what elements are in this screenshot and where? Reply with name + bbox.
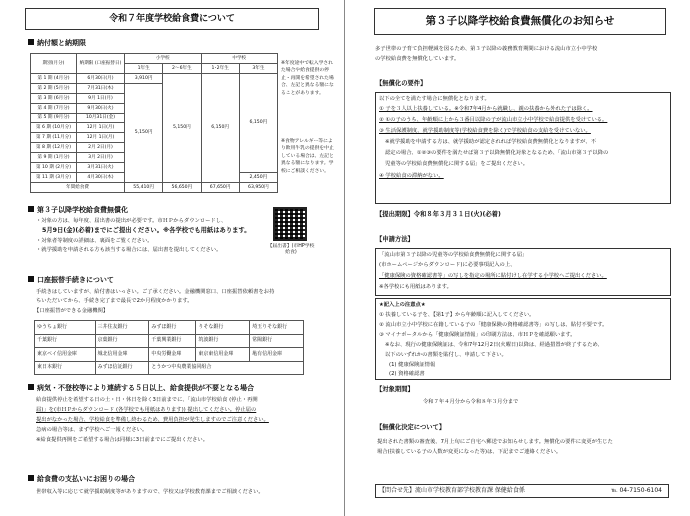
col-period: 期別(月分) <box>31 54 77 74</box>
table-row: 第 11 期 (3月分) 4月30日(木) 2,450円 <box>31 173 278 183</box>
intro-line-1: 多子世帯の子育て負担軽減を図るため、第３子以降の義務教育期間における流山市立小中学校 <box>375 46 598 52</box>
section-bank-heading: 口座振替手続きについて <box>28 276 114 285</box>
table-row: 第 6 期 (10月分) 12月 1日(月) <box>31 123 278 133</box>
right-title: 第３子以降学校給食費無償化のお知らせ <box>374 8 666 35</box>
square-bullet-icon <box>28 475 34 481</box>
col-deadline: 納期限 (口座振替日) <box>77 54 125 74</box>
stop-line-4: 急病の場合等は、まず学校へご一報ください。 <box>36 427 148 433</box>
bank-line-1: 手続きはしていますが、給付書はいっさい。ご了承ください。金融機関窓口、口座振替依頼書をお持 <box>36 289 275 295</box>
table-row: ゆうちょ銀行 三井住友銀行 みずほ銀行 りそな銀行 埼玉りそな銀行 <box>35 321 304 335</box>
bank-table <box>34 320 304 375</box>
help-line-1: 世帯収入等に応じて就学援助制度等がありますので、学校又は学校教育課までご相談ください。 <box>36 489 264 495</box>
req-line-2: ② ①の子のうち、年齢順に上から３番目以降の子が流山市立小中学校で給食提供を受けている。 <box>379 117 608 123</box>
req-line-4: ※就学援助を申請する方は、就学援助が認定されれば学校給食費無償化となりますが、不 <box>385 139 597 145</box>
qr-code-icon[interactable] <box>273 207 307 241</box>
target-label: 【対象期間】 <box>376 386 414 393</box>
section-stop-heading: 病気・不登校等により連続する５日以上、給食提供が不要となる場合 <box>28 384 254 393</box>
section-help-heading: 給食費の支払いにお困りの場合 <box>28 475 135 484</box>
square-bullet-icon <box>28 384 34 390</box>
apply-line-1: 「流山市第３子以降の児童等の学校給食費無償化に関する届」 <box>379 252 528 258</box>
notes-line-5: 以下のいずれかの書類を貼付し、申請して下さい。 <box>385 352 507 358</box>
col-junior-high: 中学校 <box>201 54 278 64</box>
decision-label: 【無償化決定について】 <box>376 424 446 431</box>
table-row: 第 8 期 (12月分) 2月 2日(月) <box>31 143 278 153</box>
target-text: 令和７年４月分から令和８年３月分まで <box>423 399 519 405</box>
decision-line-2: 場合(扶養している子の人数が変更になった等)は、下記までご連絡ください。 <box>377 449 562 455</box>
square-bullet-icon <box>28 276 34 282</box>
col-elementary: 小学校 <box>125 54 202 64</box>
apply-line-2: (市ホームページからダウンロード)に必要事項記入の上、 <box>379 262 516 268</box>
decision-line-1: 提出された書類の審査後、7月上旬にご自宅へ郵送でお知らせします。無償化の要件に変更が生じた <box>377 439 613 445</box>
contact-label: 【問合せ先】流山市学校教育部学校教育課 保健給食係 <box>379 487 525 494</box>
table-row: 第 3 期 (6月分) 9月 1日(月) <box>31 93 278 103</box>
table-row: 第 1 期 (4月分) 6月30日(月) 3,910円 5,150円 6,150円 6,150円 <box>31 73 278 83</box>
notes-line-2: ② 流山市立小中学校に在籍している子の「健康保険の資格確認書等」の写しは、貼付不要です。 <box>379 322 608 328</box>
table-row: 第 10 期 (2月分) 3月31日(火) <box>31 163 278 173</box>
req-line-1: ① 子を３人以上扶養している。※令和7年4月から就職し、親の扶養から外れた子は除く。 <box>379 106 593 112</box>
table-row: 第 4 期 (7月分) 9月30日(火) <box>31 103 278 113</box>
fee-table <box>30 53 278 193</box>
col-g2-6: 2～6年生 <box>163 63 201 73</box>
apply-line-4: ※各学校にも用紙はあります。 <box>379 284 452 290</box>
totals-row: 年間給食費 55,410円 56,650円 67,650円 63,950円 <box>31 182 278 192</box>
table-row: 東日本銀行 みずほ信託銀行 とうかつ中央農業協同組合 <box>35 361 304 375</box>
free-line-4: ・就学援助を申請される方も該当する場合には、届出書を提出してください。 <box>36 247 222 253</box>
notes-line-7: (2) 資格確認書 <box>389 371 425 377</box>
notes-line-4: ※なお、現行の健康保険証は、令和7年12月2日(火曜日)以降は、経過措置が終了するため、 <box>385 342 603 348</box>
deadline-label: 【提出期限】令和８年３月３１日(火)(必着) <box>376 211 501 218</box>
table-row: 千葉銀行 京葉銀行 千葉興業銀行 筑波銀行 常陽銀行 <box>35 334 304 348</box>
side-note-transfer: ※年度途中で転入学された場合や給食提供の停止・再開を希望された場合、左記と異なる額になることがあります。 <box>281 61 334 96</box>
square-bullet-icon <box>28 39 34 45</box>
req-line-6: 児童等の学校給食費無償化に関する届」をご提出ください。 <box>385 161 529 167</box>
bank-line-2: ちいただいてから、手続き完了まで最長で2か月程度かかります。 <box>36 298 193 304</box>
bank-list-label: 【口座振替ができる金融機関】 <box>34 308 109 314</box>
req-line-5: 認定の場合、①②③の要件を満たせば第３子以降無償化対象となるため、「流山市第３子以降の <box>385 150 609 156</box>
apply-line-3: 「健康保険の資格確認書等」の写しを指定の場所に貼付けし在学する小学校へご提出ください。 <box>379 273 607 279</box>
col-j3: 3年生 <box>239 63 277 73</box>
stop-line-1: 給食提供停止を希望する日の土・日・休日を除く3日前までに、「流山市学校給食 (停止・再開 <box>36 397 258 403</box>
section-fee-heading: 納付額と納期限 <box>28 39 86 48</box>
table-row: 第 2 期 (5月分) 7月31日(木) 5,150円 <box>31 83 278 93</box>
contact-box <box>375 484 669 498</box>
req-line-7: ④ 学校給食の滞納がない。 <box>379 173 444 179</box>
side-note-allergy: ※食物アレルギー等により飲用牛乳の提供を中止している場合は、左記と異なる額になります。学校にご相談ください。 <box>281 139 334 174</box>
intro-line-2: の学校給食費を無償化しています。 <box>375 56 460 62</box>
table-row: 第 5 期 (9月分) 10月31日(金) <box>31 113 278 123</box>
notes-line-6: (1) 健康保険証情報 <box>389 362 436 368</box>
stop-line-3: 提出がなかった場合、学校給食を準備し終わるため、費用負担が発生しますのでご注意ください。 <box>36 417 269 423</box>
requirements-label: 【無償化の要件】 <box>376 80 427 87</box>
table-row: 第 9 期 (1月分) 3月 2日(月) <box>31 153 278 163</box>
apply-label: 【申請方法】 <box>376 236 414 243</box>
notes-line-3: ③ マイナポータルから「健康保険証情報」の印刷方法は、市ＨＰを確認願います。 <box>379 332 576 338</box>
table-row: 東京ベイ信用金庫 城北信用金庫 中央労働金庫 東京東信用金庫 亀有信用金庫 <box>35 348 304 362</box>
square-bullet-icon <box>28 206 34 212</box>
free-line-3: ・対象者等制度の詳細は、裏面をご覧ください。 <box>36 238 153 244</box>
right-page <box>345 0 690 516</box>
left-title: 令和７年度学校給食費について <box>25 8 319 30</box>
contact-tel[interactable]: ℡ 04-7150-6104 <box>611 487 662 494</box>
free-line-2-deadline: 5月9日(金)(必着)までにご提出ください。※各学校でも用紙はあります。 <box>42 227 251 234</box>
req-line-3: ③ 生活保護制度、就学援助制度等(学校給食費を除く)で学校給食の支給を受けていない。 <box>379 128 591 134</box>
stop-line-5: ※給食提供再開をご希望する場合は同様に3日前までにご提出ください。 <box>36 437 209 443</box>
notes-line-1: ① 扶養している子を、【第1子】から年齢順に記入してください。 <box>379 312 535 318</box>
stop-line-2: 届)」を(市ＨＰからダウンロード (各学校でも用紙はあります)) 提出してください。停止届の <box>36 407 257 413</box>
free-line-1: ・対象の方は、毎年度、届出書の提出が必要です。市ＨＰからダウンロードし、 <box>36 218 227 224</box>
notes-label: ★記入上の注意点★ <box>379 302 426 308</box>
req-line-0: 以下の全てを満たす場合に無償化となります。 <box>379 96 490 102</box>
col-g1: 1年生 <box>125 63 163 73</box>
col-j1-2: 1･2年生 <box>201 63 239 73</box>
qr-caption: 【届出書】(市HP学校給食) <box>267 244 315 256</box>
table-row: 第 7 期 (11月分) 12月 1日(月) <box>31 133 278 143</box>
section-free-heading: 第３子以降学校給食費無償化 <box>28 206 128 215</box>
